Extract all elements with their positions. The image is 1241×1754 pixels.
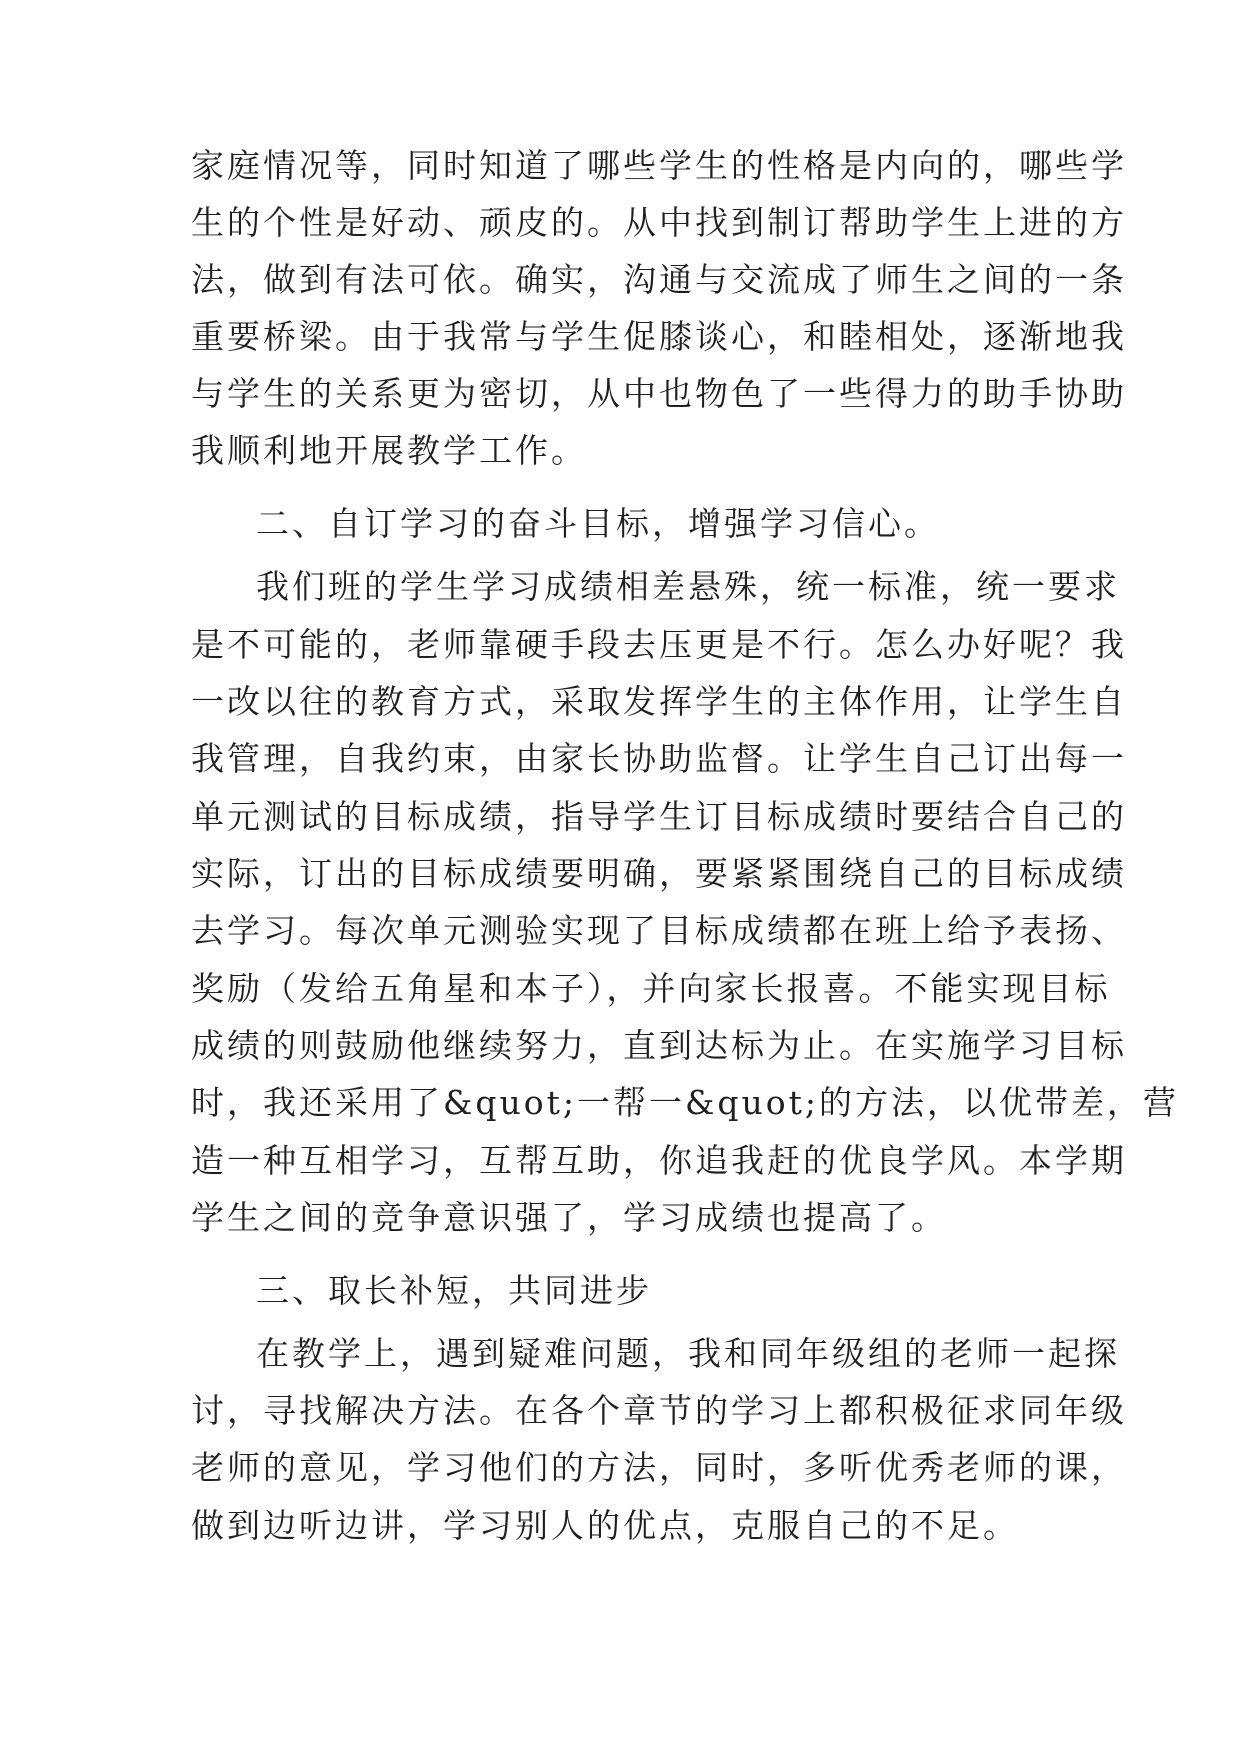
- text-line: 去学习。每次单元测验实现了目标成绩都在班上给予表扬、: [191, 911, 1127, 950]
- text-line: 时，我还采用了&quot;一帮一&quot;的方法，以优带差，营: [191, 1083, 1179, 1122]
- text-line: 重要桥梁。由于我常与学生促膝谈心，和睦相处，逐渐地我: [191, 317, 1127, 356]
- section-heading: 二、自订学习的奋斗目标，增强学习信心。: [256, 504, 940, 543]
- text-line: 老师的意见，学习他们的方法，同时，多听优秀老师的课，: [191, 1448, 1127, 1487]
- text-line: 我顺利地开展教学工作。: [191, 431, 587, 470]
- text-line: 家庭情况等，同时知道了哪些学生的性格是内向的，哪些学: [191, 146, 1127, 185]
- text-line: 生的个性是好动、顽皮的。从中找到制订帮助学生上进的方: [191, 203, 1127, 242]
- paragraph-first-line: 在教学上，遇到疑难问题，我和同年级组的老师一起探: [256, 1334, 1120, 1373]
- text-line: 成绩的则鼓励他继续努力，直到达标为止。在实施学习目标: [191, 1026, 1127, 1065]
- text-line: 我管理，自我约束，由家长协助监督。让学生自己订出每一: [191, 739, 1127, 778]
- text-line: 实际，订出的目标成绩要明确，要紧紧围绕自己的目标成绩: [191, 854, 1127, 893]
- text-line: 单元测试的目标成绩，指导学生订目标成绩时要结合自己的: [191, 797, 1127, 836]
- text-line: 造一种互相学习，互帮互助，你追我赶的优良学风。本学期: [191, 1141, 1127, 1180]
- text-line: 一改以往的教育方式，采取发挥学生的主体作用，让学生自: [191, 682, 1127, 721]
- text-line: 讨，寻找解决方法。在各个章节的学习上都积极征求同年级: [191, 1391, 1127, 1430]
- text-line: 是不可能的，老师靠硬手段去压更是不行。怎么办好呢？我: [191, 625, 1127, 664]
- text-line: 法，做到有法可依。确实，沟通与交流成了师生之间的一条: [191, 260, 1127, 299]
- text-line: 奖励（发给五角星和本子），并向家长报喜。不能实现目标: [191, 969, 1111, 1008]
- paragraph-first-line: 我们班的学生学习成绩相差悬殊，统一标准，统一要求: [256, 567, 1120, 606]
- text-line: 学生之间的竞争意识强了，学习成绩也提高了。: [191, 1198, 947, 1237]
- text-line: 做到边听边讲，学习别人的优点，克服自己的不足。: [191, 1506, 1019, 1545]
- text-line: 与学生的关系更为密切，从中也物色了一些得力的助手协助: [191, 374, 1127, 413]
- section-heading: 三、取长补短，共同进步: [256, 1271, 652, 1310]
